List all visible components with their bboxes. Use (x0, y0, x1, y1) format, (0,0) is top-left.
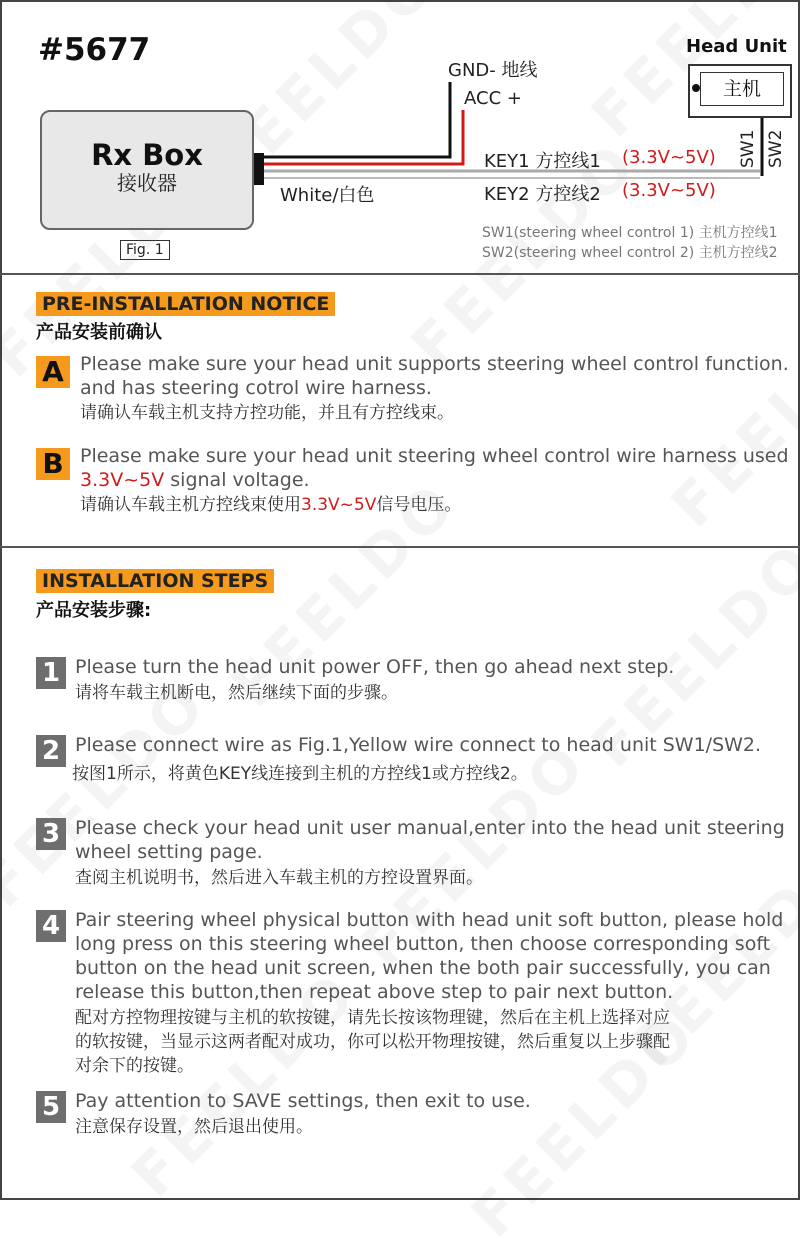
section-divider (0, 546, 800, 548)
notice-b-en-1: Please make sure your head unit steering wheel control wire harness used (80, 445, 789, 467)
notice-b-zh-2: 信号电压。 (376, 495, 462, 515)
notice-badge-a: A (36, 356, 70, 388)
sw2-label: SW2 (766, 129, 786, 168)
head-unit-title: Head Unit (686, 36, 787, 57)
step-3-zh: 查阅主机说明书，然后进入车载主机的方控设置界面。 (75, 868, 483, 888)
notice-a-zh: 请确认车载主机支持方控功能，并且有方控线束。 (80, 403, 454, 423)
step-4-zh-1: 配对方控物理按键与主机的软按键，请先长按该物理键，然后在主机上选择对应 (75, 1008, 670, 1028)
step-1-zh: 请将车载主机断电，然后继续下面的步骤。 (75, 683, 398, 703)
head-unit-label: 主机 (700, 72, 784, 106)
step-4-en-3: button on the head unit screen, when the both pair successfully, you can (75, 957, 771, 979)
notice-a-en-2: and has steering cotrol wire harness. (80, 377, 432, 399)
notice-b-en-2 (80, 468, 310, 492)
step-2-badge: 2 (36, 735, 66, 767)
rx-box-title: Rx Box (91, 138, 203, 172)
step-3-en-1: Please check your head unit user manual,enter into the head unit steering (75, 817, 785, 839)
step-5-zh: 注意保存设置，然后退出使用。 (75, 1117, 313, 1137)
step-4-en-2: long press on this steering wheel button, then choose corresponding soft (75, 933, 771, 955)
notice-b-zh-voltage: 3.3V~5V (301, 495, 377, 515)
step-4-en-1: Pair steering wheel physical button with head unit soft button, please hold (75, 909, 784, 931)
rx-box (40, 110, 254, 230)
sw1-label: SW1 (738, 129, 758, 168)
step-1-en: Please turn the head unit power OFF, then go ahead next step. (75, 656, 675, 678)
installation-title: INSTALLATION STEPS (36, 569, 274, 593)
key2-voltage: (3.3V~5V) (622, 180, 716, 201)
step-2-zh: 按图1所示，将黄色KEY线连接到主机的方控线1或方控线2。 (72, 764, 528, 784)
step-3-en-2: wheel setting page. (75, 841, 263, 863)
white-wire-label: White/白色 (280, 185, 375, 206)
step-4-badge: 4 (36, 910, 66, 942)
step-4-zh-3: 对余下的按键。 (75, 1056, 194, 1076)
notice-b-voltage: 3.3V~5V (80, 469, 165, 491)
step-4-en-4: release this button,then repeat above step to pair next button. (75, 981, 674, 1003)
notice-badge-b: B (36, 448, 70, 480)
gnd-wire (262, 82, 450, 157)
pre-installation-title: PRE-INSTALLATION NOTICE (36, 292, 335, 316)
step-4-zh-2: 的软按键，当显示这两者配对成功，你可以松开物理按键，然后重复以上步骤配 (75, 1032, 670, 1052)
gnd-label: GND- 地线 (448, 60, 538, 81)
step-1-badge: 1 (36, 657, 66, 689)
installation-subtitle: 产品安装步骤: (36, 600, 152, 621)
pre-installation-subtitle: 产品安装前确认 (36, 322, 162, 343)
section-divider (0, 273, 800, 275)
notice-b-zh-1: 请确认车载主机方控线束使用 (80, 495, 301, 515)
rx-box-subtitle: 接收器 (117, 171, 177, 195)
key2-label: KEY2 方控线2 (484, 184, 601, 205)
step-5-badge: 5 (36, 1091, 66, 1123)
notice-a-en-1: Please make sure your head unit supports steering wheel control function. (80, 353, 789, 375)
step-3-badge: 3 (36, 818, 66, 850)
model-number: #5677 (38, 32, 151, 68)
notice-b-en-2-rest: signal voltage. (164, 469, 310, 491)
step-5-en: Pay attention to SAVE settings, then exit to use. (75, 1090, 531, 1112)
figure-label: Fig. 1 (120, 240, 170, 260)
head-unit-dot (692, 84, 700, 92)
key1-label: KEY1 方控线1 (484, 151, 601, 172)
rx-box-connector (254, 153, 264, 185)
notice-b-zh (80, 493, 461, 517)
key1-voltage: (3.3V~5V) (622, 147, 716, 168)
sw2-note: SW2(steering wheel control 2) 主机方控线2 (482, 245, 778, 261)
step-2-en: Please connect wire as Fig.1,Yellow wire connect to head unit SW1/SW2. (75, 734, 762, 756)
sw1-note: SW1(steering wheel control 1) 主机方控线1 (482, 225, 778, 241)
acc-label: ACC + (464, 88, 522, 109)
